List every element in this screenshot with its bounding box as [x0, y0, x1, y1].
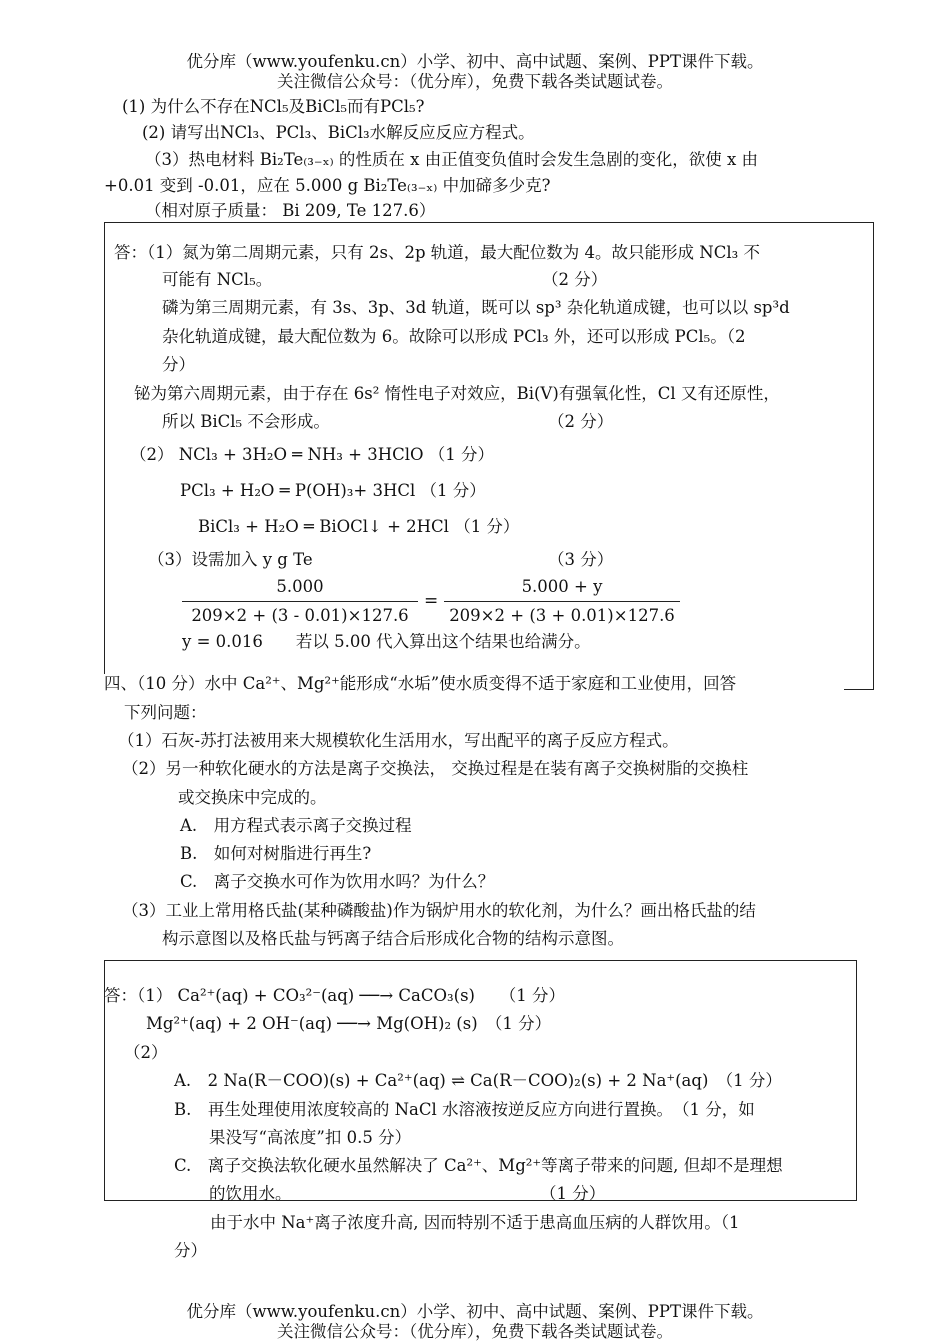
answer3-score-3: （3 分） — [548, 550, 614, 569]
q4-item-2a: （2）另一种软化硬水的方法是离子交换法， 交换过程是在装有离子交换树脂的交换柱 — [122, 759, 749, 778]
answer3-result: y = 0.016 若以 5.00 代入算出这个结果也给满分。 — [182, 632, 591, 651]
answer3-line-5: 分） — [162, 355, 195, 374]
answer4-D2: 分） — [174, 1241, 207, 1260]
fraction-1-bar — [182, 601, 418, 602]
fraction-2-numerator: 5.000 + y — [521, 577, 603, 596]
answer4-part-2: （2） — [124, 1043, 168, 1062]
answer4-A: A. 2 Na(R－COO)(s) + Ca²⁺(aq) ⇌ Ca(R－COO)₂(s) + 2 Na⁺(aq) （1 分） — [174, 1071, 782, 1090]
q4-item-C: C. 离子交换水可作为饮用水吗？为什么？ — [180, 872, 495, 891]
fraction-1-numerator: 5.000 — [276, 577, 324, 596]
q3-part-3a: （3）热电材料 Bi₂Te₍₃₋ₓ₎ 的性质在 x 由正值变负值时会发生急剧的变化，欲使 x 由 — [145, 150, 759, 169]
equation-pcl3: PCl₃ + H₂O ═ P(OH)₃+ 3HCl （1 分） — [180, 481, 486, 500]
answer3-line-7: 所以 BiCl₅ 不会形成。 — [162, 412, 330, 431]
fraction-2-bar — [444, 601, 680, 602]
answer3-line-1: 答：（1）氮为第二周期元素，只有 2s、2p 轨道，最大配位数为 4。故只能形成 NCl₃ 不 — [114, 243, 760, 262]
q3-part-1: (1) 为什么不存在NCl₅及BiCl₅而有PCl₅? — [122, 97, 425, 116]
answer3-score-2: （2 分） — [548, 412, 614, 431]
equals-sign: = — [424, 591, 439, 611]
answer3-line-6: 铋为第六周期元素，由于存在 6s² 惰性电子对效应，Bi(V)有强氧化性，Cl 又有还原性， — [134, 384, 780, 403]
q3-part-3b: +0.01 变到 -0.01，应在 5.000 g Bi₂Te₍₃₋ₓ₎ 中加碲多少克? — [104, 176, 551, 195]
answer4-reaction-1: 答：（1） Ca²⁺(aq) + CO₃²⁻(aq) ──→ CaCO₃(s) （1 分） — [104, 986, 565, 1005]
answer4-D1: 由于水中 Na⁺离子浓度升高, 因而特别不适于患高血压病的人群饮用。（1 — [210, 1213, 740, 1232]
answer3-score-1: （2 分） — [542, 270, 608, 289]
header-line-1: 优分库（www.youfenku.cn）小学、初中、高中试题、案例、PPT课件下载。 — [186, 52, 764, 71]
q4-item-A: A. 用方程式表示离子交换过程 — [180, 816, 412, 835]
answer3-line-4: 杂化轨道成键，最大配位数为 6。故除可以形成 PCl₃ 外，还可以形成 PCl₅。（2 — [162, 327, 746, 346]
q3-atomic-mass: （相对原子质量： Bi 209, Te 127.6） — [145, 201, 436, 220]
footer-line-1: 优分库（www.youfenku.cn）小学、初中、高中试题、案例、PPT课件下载。 — [186, 1302, 764, 1321]
q3-part-2: (2) 请写出NCl₃、PCl₃、BiCl₃水解反应反应方程式。 — [142, 123, 535, 142]
answer4-C-score: （1 分） — [540, 1184, 606, 1203]
answer3-line-2: 可能有 NCl₅。 — [162, 270, 273, 289]
equation-bicl3: BiCl₃ + H₂O ═ BiOCl↓ + 2HCl （1 分） — [198, 517, 520, 536]
answer4-B1: B. 再生处理使用浓度较高的 NaCl 水溶液按逆反应方向进行置换。 （1 分，如 — [174, 1100, 755, 1119]
q4-item-1: （1）石灰-苏打法被用来大规模软化生活用水，写出配平的离子反应方程式。 — [118, 731, 679, 750]
q4-item-3a: （3）工业上常用格氏盐(某种磷酸盐)作为锅炉用水的软化剂，为什么？画出格氏盐的结 — [122, 901, 756, 920]
answer4-C1: C. 离子交换法软化硬水虽然解决了 Ca²⁺、Mg²⁺等离子带来的问题, 但却不是理想 — [174, 1156, 783, 1175]
equation-ncl3: （2） NCl₃ + 3H₂O ═ NH₃ + 3HClO （1 分） — [130, 445, 495, 464]
answer3-part-3: （3）设需加入 y g Te — [148, 550, 313, 569]
q4-title: 四、（10 分）水中 Ca²⁺、Mg²⁺能形成“水垢”使水质变得不适于家庭和工业使用，回答 — [104, 674, 844, 694]
q4-item-B: B. 如何对树脂进行再生? — [180, 844, 372, 863]
q4-item-2b: 或交换床中完成的。 — [178, 788, 327, 807]
fraction-2-denominator: 209×2 + (3 + 0.01)×127.6 — [449, 606, 675, 625]
answer4-C2: 的饮用水。 — [209, 1184, 292, 1203]
fraction-1-denominator: 209×2 + (3 - 0.01)×127.6 — [191, 606, 409, 625]
q4-title-cont: 下列问题： — [124, 703, 207, 722]
footer-line-2: 关注微信公众号：（优分库），免费下载各类试题试卷。 — [277, 1322, 673, 1341]
header-line-2: 关注微信公众号：（优分库），免费下载各类试题试卷。 — [277, 72, 673, 91]
answer3-line-3: 磷为第三周期元素，有 3s、3p、3d 轨道，既可以 sp³ 杂化轨道成键，也可以以 sp³d — [162, 298, 790, 317]
answer4-B2: 果没写“高浓度”扣 0.5 分） — [209, 1128, 412, 1147]
q4-item-3b: 构示意图以及格氏盐与钙离子结合后形成化合物的结构示意图。 — [162, 929, 624, 948]
answer4-reaction-2: Mg²⁺(aq) + 2 OH⁻(aq) ──→ Mg(OH)₂ (s) （1 分） — [146, 1014, 552, 1033]
